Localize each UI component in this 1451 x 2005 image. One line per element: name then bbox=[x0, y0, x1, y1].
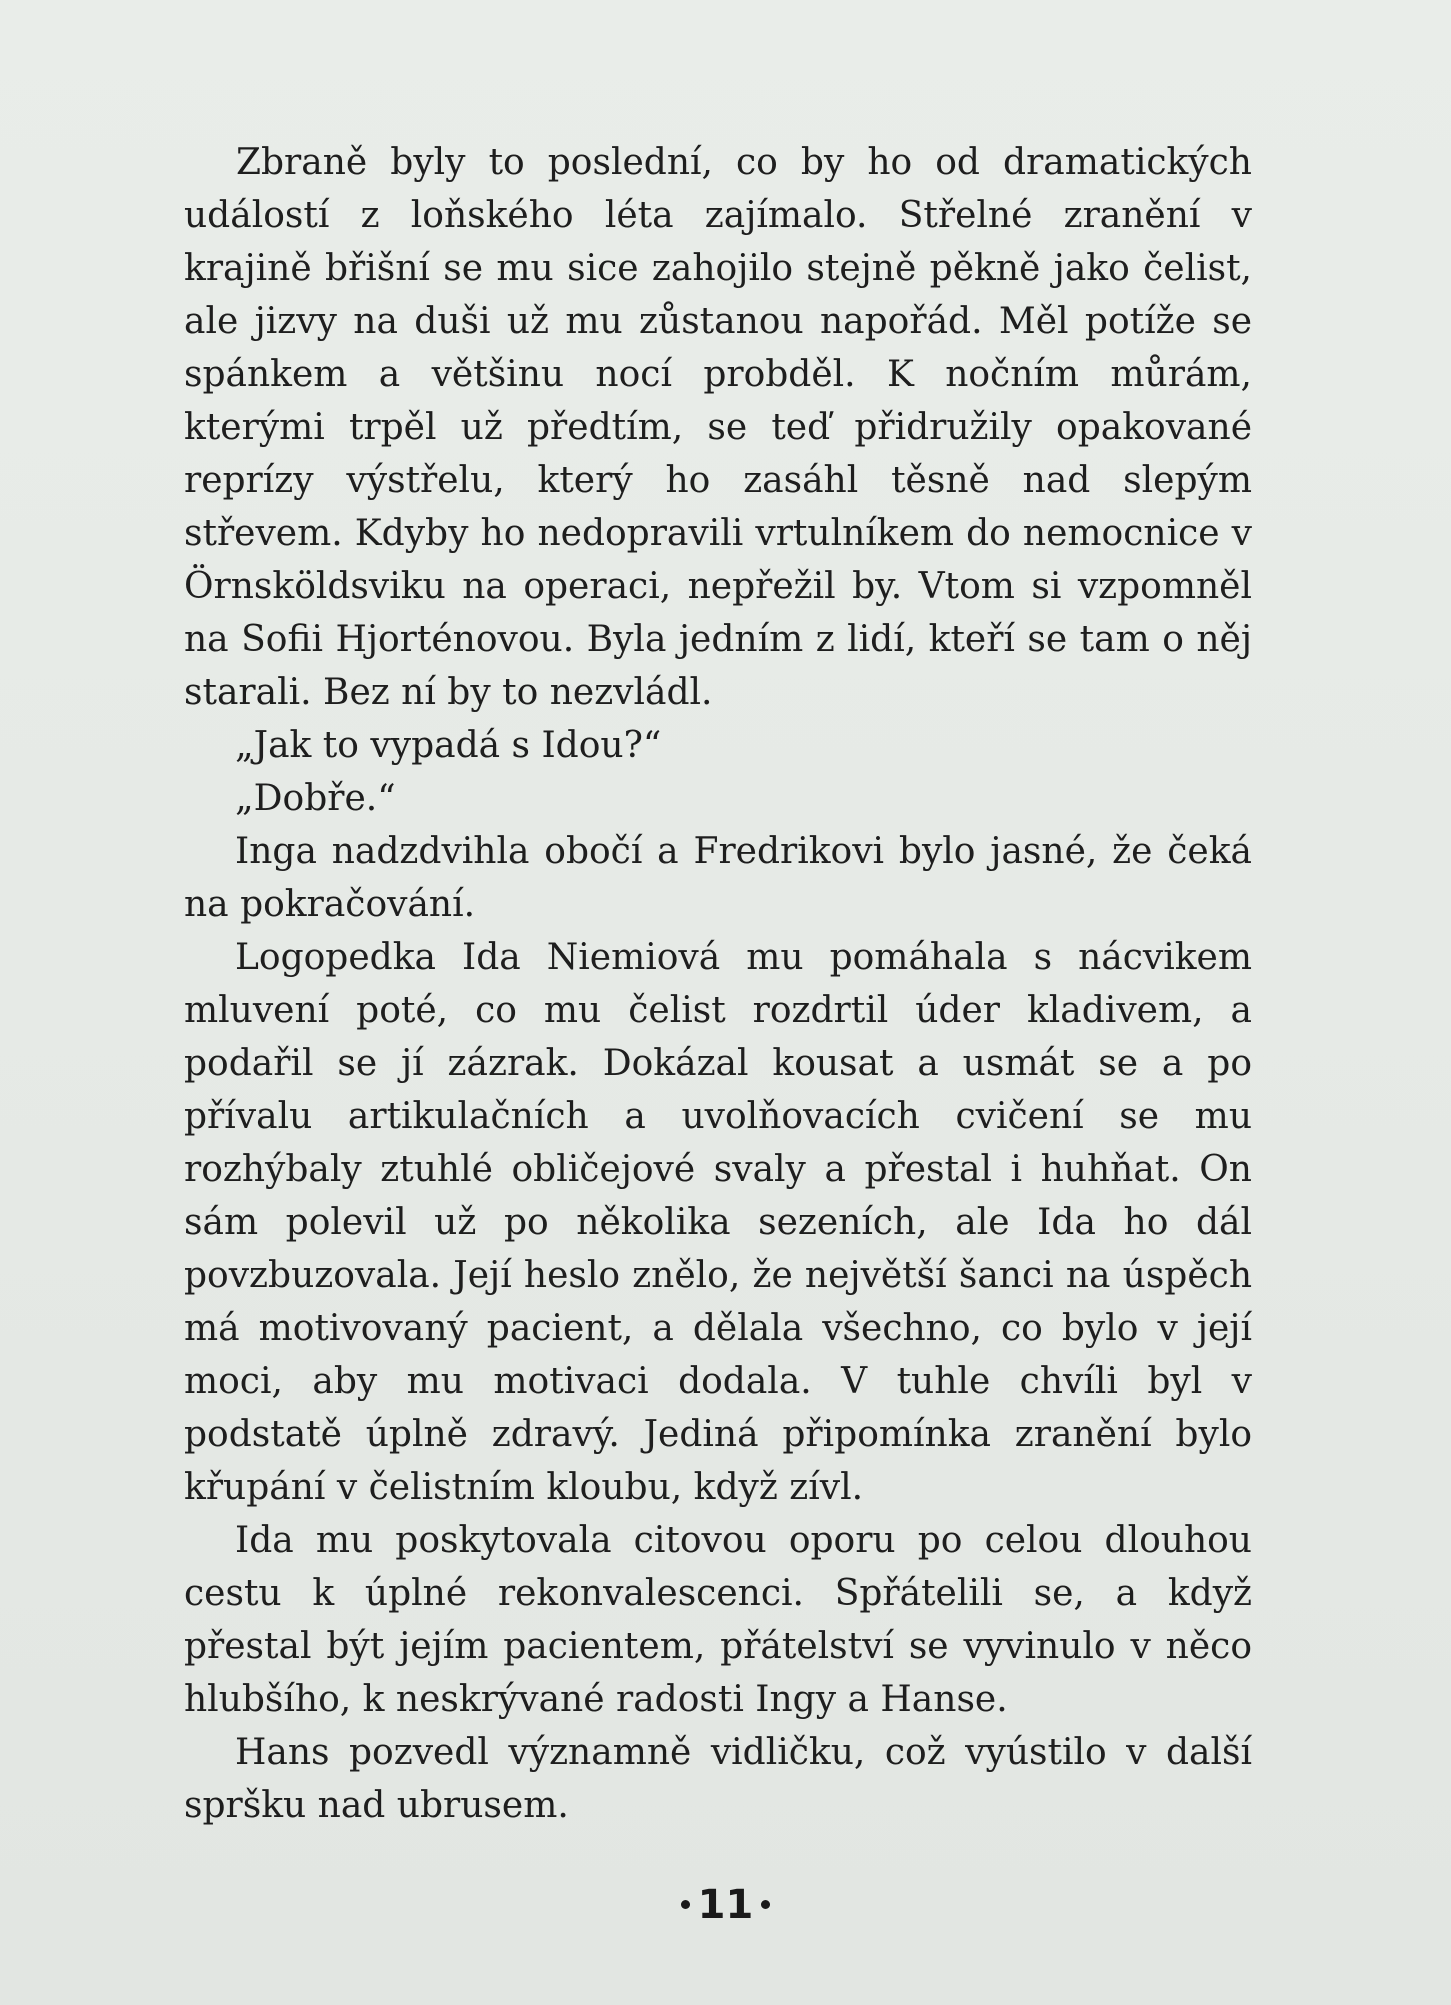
paragraph: Hans pozvedl významně vidličku, což vyústilo v další spršku nad ubrusem. bbox=[184, 1732, 1252, 1826]
paragraph: Zbraně byly to poslední, co by ho od dramatických událostí z loňského léta zajímalo. Střelné zranění v krajině břišní se mu sice zahojilo stejně pěkně jako čelist, ale jizvy na duši už mu zůstanou napořád. Měl potíže se spánkem a většinu nocí probděl. K nočním můrám, kterými trpěl už předtím, se teď přidružily opakované reprízy výstřelu, který ho zasáhl těsně nad slepým střevem. Kdyby ho nedopravili vrtulníkem do nemocnice v Örnsköldsviku na operaci, nepřežil by. Vtom si vzpomněl na Sofii Hjorténovou. Byla jedním z lidí, kteří se tam o něj starali. Bez ní by to nezvládl. bbox=[184, 142, 1252, 713]
paragraph: „Jak to vypadá s Idou?“ bbox=[235, 725, 662, 766]
page-number-value: 11 bbox=[697, 1882, 754, 1928]
bullet-icon bbox=[681, 1900, 690, 1909]
page-number bbox=[0, 1882, 1451, 1928]
bullet-icon bbox=[761, 1900, 770, 1909]
paragraph: Inga nadzdvihla obočí a Fredrikovi bylo jasné, že čeká na pokračování. bbox=[184, 831, 1252, 925]
paragraph: Logopedka Ida Niemiová mu pomáhala s nácvikem mluvení poté, co mu čelist rozdrtil úder kladivem, a podařil se jí zázrak. Dokázal kousat a usmát se a po přívalu artikulačních a uvolňovacích cvičení se mu rozhýbaly ztuhlé obličejové svaly a přestal i huhňat. On sám polevil už po několika sezeních, ale Ida ho dál povzbuzovala. Její heslo znělo, že největší šanci na úspěch má motivovaný pacient, a dělala všechno, co bylo v její moci, aby mu motivaci dodala. V tuhle chvíli byl v podstatě úplně zdravý. Jediná připomínka zranění bylo křupání v čelistním kloubu, když zívl. bbox=[184, 937, 1252, 1508]
body-text bbox=[184, 136, 1252, 1832]
paragraph: „Dobře.“ bbox=[235, 778, 396, 819]
paragraph: Ida mu poskytovala citovou oporu po celou dlouhou cestu k úplné rekonvalescenci. Spřátelili se, a když přestal být jejím pacientem, přátelství se vyvinulo v něco hlubšího, k neskrývané radosti Ingy a Hanse. bbox=[184, 1520, 1252, 1720]
